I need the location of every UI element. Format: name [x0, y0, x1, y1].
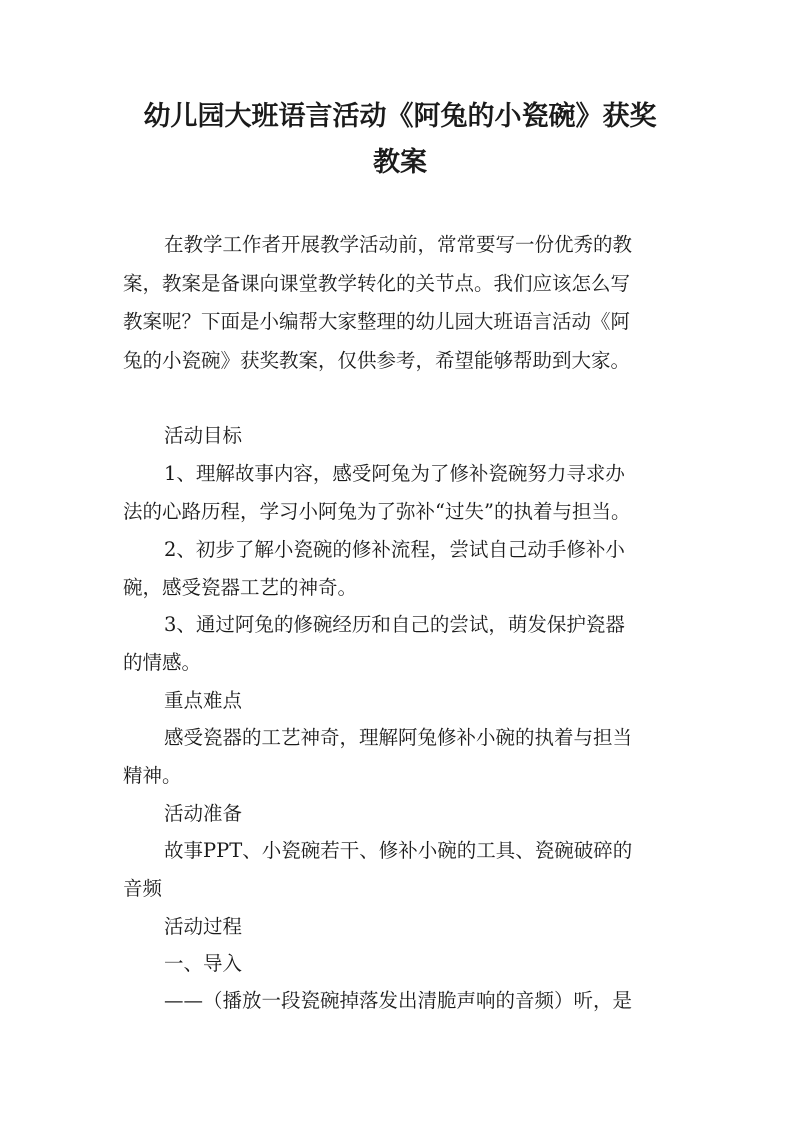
step-1-line-1: ——（播放一段瓷碗掉落发出清脆声响的音频）听，是 — [164, 989, 633, 1012]
process-heading: 活动过程 — [164, 915, 243, 938]
preparation-line-2: 音频 — [123, 877, 163, 900]
step-1-heading: 一、导入 — [164, 952, 243, 975]
goal-2-line-2: 碗，感受瓷器工艺的神奇。 — [123, 576, 358, 599]
intro-line-1: 在教学工作者开展教学活动前，常常要写一份优秀的教 — [164, 233, 633, 256]
goal-1-line-2: 法的心路历程，学习小阿兔为了弥补“过失”的执着与担当。 — [123, 500, 631, 523]
intro-line-2: 案，教案是备课向课堂教学转化的关节点。我们应该怎么写 — [123, 272, 631, 295]
goal-3-line-2: 的情感。 — [123, 651, 202, 674]
document-title-line-2: 教案 — [373, 147, 427, 178]
goal-3-line-1: 3、通过阿兔的修碗经历和自己的尝试，萌发保护瓷器 — [164, 613, 625, 636]
key-points-line-2: 精神。 — [123, 764, 182, 787]
intro-line-4: 兔的小瓷碗》获奖教案，仅供参考，希望能够帮助到大家。 — [123, 349, 631, 372]
preparation-line-1: 故事PPT、小瓷碗若干、修补小碗的工具、瓷碗破碎的 — [164, 839, 633, 862]
goal-1-line-1: 1、理解故事内容，感受阿兔为了修补瓷碗努力寻求办 — [164, 462, 625, 485]
key-points-heading: 重点难点 — [164, 689, 243, 712]
goal-2-line-1: 2、初步了解小瓷碗的修补流程，尝试自己动手修补小 — [164, 538, 625, 561]
document-title-line-1: 幼儿园大班语言活动《阿兔的小瓷碗》获奖 — [143, 101, 657, 132]
preparation-heading: 活动准备 — [164, 802, 243, 825]
key-points-line-1: 感受瓷器的工艺神奇，理解阿兔修补小碗的执着与担当 — [164, 726, 633, 749]
intro-line-3: 教案呢？下面是小编帮大家整理的幼儿园大班语言活动《阿 — [123, 310, 631, 333]
goals-heading: 活动目标 — [164, 424, 243, 447]
